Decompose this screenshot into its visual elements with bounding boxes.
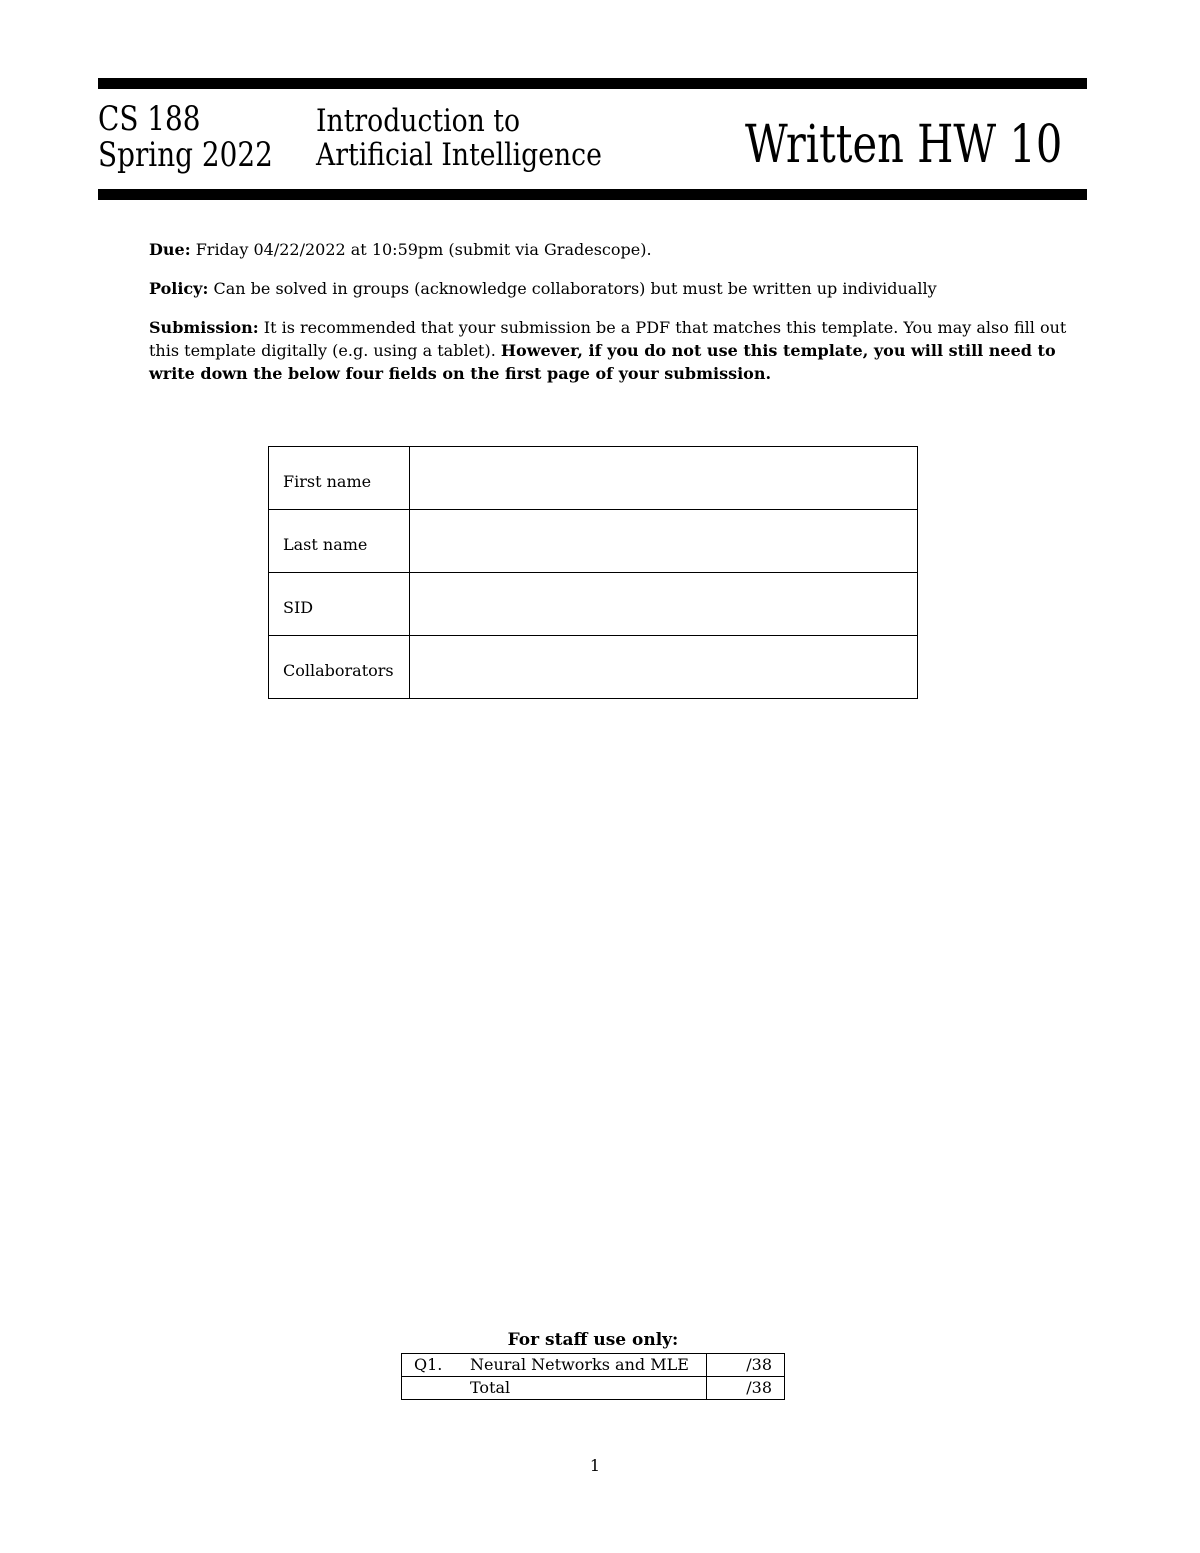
question-score: /38	[707, 1354, 785, 1377]
staff-heading: For staff use only:	[507, 1330, 679, 1350]
header-top-rule	[98, 78, 1087, 89]
policy-line	[149, 277, 1089, 300]
page-number: 1	[589, 1456, 601, 1475]
field-label-sid: SID	[269, 573, 410, 636]
question-number: Q1.	[402, 1354, 465, 1377]
first-name-field[interactable]	[410, 447, 918, 510]
table-row	[269, 447, 918, 510]
sid-field[interactable]	[410, 573, 918, 636]
table-row	[402, 1377, 785, 1400]
field-label-last-name: Last name	[269, 510, 410, 573]
question-name: Neural Networks and MLE	[464, 1354, 707, 1377]
table-row	[269, 510, 918, 573]
collaborators-field[interactable]	[410, 636, 918, 699]
table-row	[402, 1354, 785, 1377]
submission-bold-text: However, if you do not use this template, you will still need to write down the below four fields on the first page of your submission.	[149, 341, 1056, 383]
policy-text: Can be solved in groups (acknowledge collaborators) but must be written up individually	[213, 279, 937, 298]
submission-label: Submission:	[149, 318, 259, 337]
total-score: /38	[707, 1377, 785, 1400]
submission-paragraph	[149, 316, 1089, 385]
assignment-title: Written HW 10	[745, 115, 1063, 175]
header-bottom-rule	[98, 189, 1087, 200]
student-info-table	[268, 446, 918, 699]
course-title-line2: Artificial Intelligence	[316, 137, 602, 173]
course-code: CS 188	[98, 99, 201, 139]
due-text: Friday 04/22/2022 at 10:59pm (submit via Gradescope).	[195, 240, 652, 259]
course-title-line1: Introduction to	[316, 103, 521, 139]
submission-text: It is recommended that your submission be a PDF that matches this template. You may also fill out this template digitally (e.g. using a tablet).	[149, 318, 1067, 360]
policy-label: Policy:	[149, 279, 209, 298]
table-row	[269, 573, 918, 636]
table-row	[269, 636, 918, 699]
question-number	[402, 1377, 465, 1400]
due-label: Due:	[149, 240, 191, 259]
last-name-field[interactable]	[410, 510, 918, 573]
due-line	[149, 238, 1089, 261]
field-label-first-name: First name	[269, 447, 410, 510]
staff-score-table	[401, 1353, 785, 1400]
course-term: Spring 2022	[98, 135, 273, 175]
field-label-collaborators: Collaborators	[269, 636, 410, 699]
total-label: Total	[464, 1377, 707, 1400]
